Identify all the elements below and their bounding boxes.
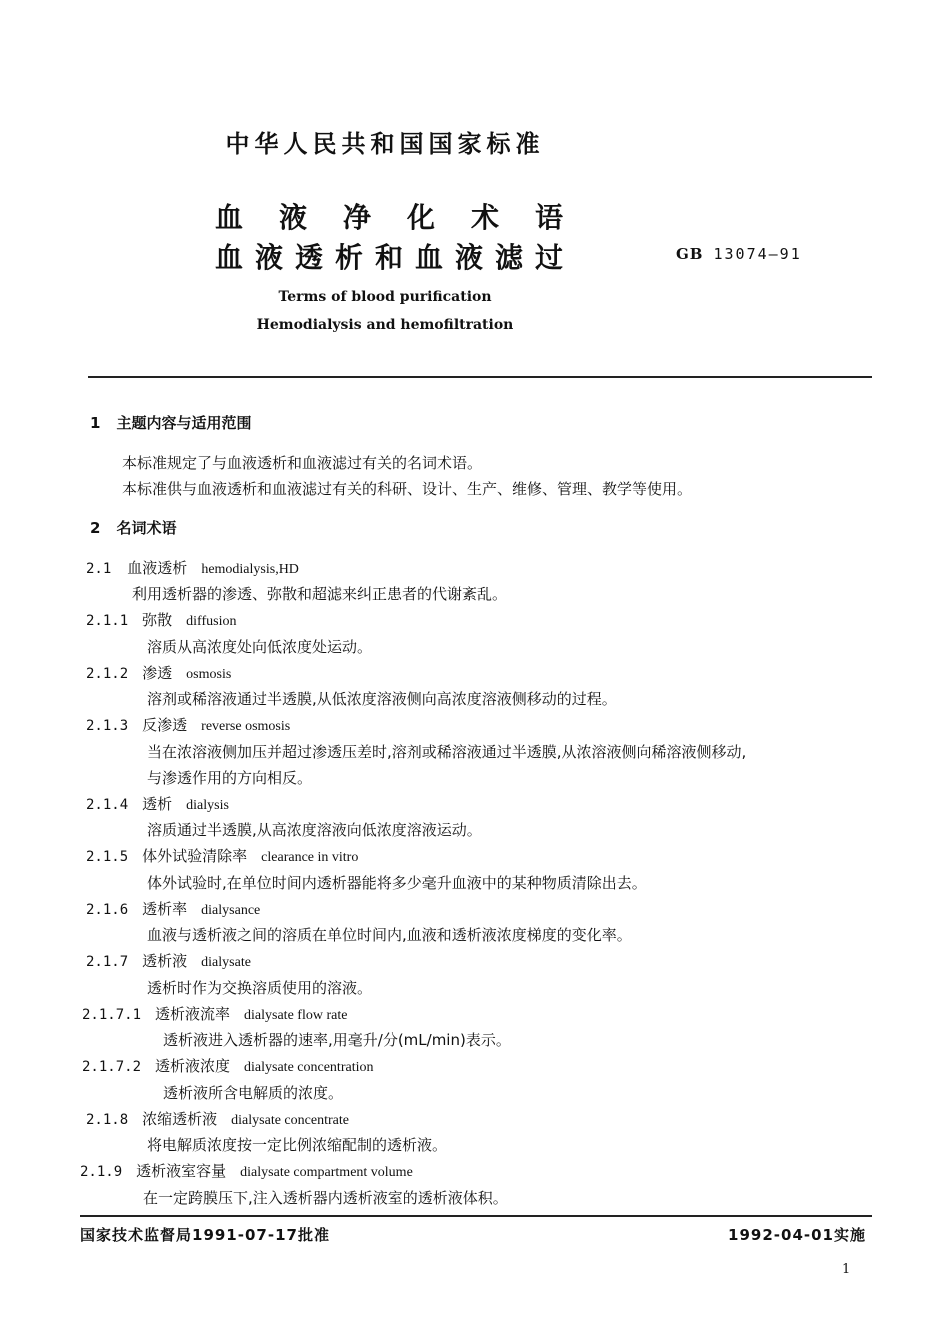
term-chinese: 透析 (142, 795, 173, 813)
term-chinese: 血液透析 (127, 559, 188, 577)
section-1-title: 主题内容与适用范围 (116, 414, 252, 432)
code-prefix: GB (676, 245, 704, 263)
term-definition: 溶质通过半透膜,从高浓度溶液向低浓度溶液运动。 (147, 821, 482, 839)
section-2-title: 名词术语 (116, 519, 177, 537)
term-english: hemodialysis,HD (201, 562, 299, 577)
page-number: 1 (842, 1262, 851, 1277)
term-heading (86, 714, 290, 735)
term-definition: 溶剂或稀溶液通过半透膜,从低浓度溶液侧向高浓度溶液侧移动的过程。 (147, 690, 617, 708)
term-heading (86, 1108, 349, 1129)
term-english: osmosis (186, 667, 232, 682)
section-1-paragraph: 本标准规定了与血液透析和血液滤过有关的名词术语。 (122, 454, 483, 472)
term-chinese: 透析液室容量 (136, 1162, 227, 1180)
section-1-heading (90, 412, 251, 433)
term-number: 2.1.3 (86, 718, 129, 734)
term-heading (82, 1003, 347, 1024)
term-heading (86, 609, 236, 630)
footer-rule (80, 1215, 872, 1217)
standard-code (676, 245, 802, 263)
term-definition: 血液与透析液之间的溶质在单位时间内,血液和透析液浓度梯度的变化率。 (147, 926, 632, 944)
standard-name: 中华人民共和国国家标准 (225, 130, 545, 158)
section-2-number: 2 (90, 519, 101, 537)
term-english: dialysate flow rate (244, 1008, 348, 1023)
term-english: dialysance (201, 903, 261, 918)
section-1-number: 1 (90, 414, 101, 432)
term-definition: 体外试验时,在单位时间内透析器能将多少毫升血液中的某种物质清除出去。 (147, 874, 647, 892)
term-heading (86, 662, 231, 683)
term-chinese: 渗透 (142, 664, 173, 682)
term-number: 2.1.5 (86, 849, 129, 865)
term-chinese: 透析率 (142, 900, 188, 918)
term-heading (86, 898, 260, 919)
term-definition: 溶质从高浓度处向低浓度处运动。 (147, 638, 373, 656)
term-english: reverse osmosis (201, 719, 291, 734)
header-rule (88, 376, 872, 378)
term-chinese: 反渗透 (142, 716, 188, 734)
term-chinese: 浓缩透析液 (142, 1110, 218, 1128)
term-definition: 透析液进入透析器的速率,用毫升/分(mL/min)表示。 (163, 1031, 511, 1049)
term-number: 2.1.9 (80, 1164, 123, 1180)
term-number: 2.1.6 (86, 902, 129, 918)
term-definition: 透析时作为交换溶质使用的溶液。 (147, 979, 373, 997)
term-number: 2.1 (86, 561, 112, 577)
code-number: 13074—91 (713, 245, 802, 263)
implementation-info: 1992-04-01实施 (728, 1226, 866, 1244)
term-number: 2.1.2 (86, 666, 129, 682)
term-number: 2.1.8 (86, 1112, 129, 1128)
term-english: dialysate concentrate (231, 1113, 349, 1128)
term-definition: 当在浓溶液侧加压并超过渗透压差时,溶剂或稀溶液通过半透膜,从浓溶液侧向稀溶液侧移动, (147, 743, 747, 761)
term-chinese: 弥散 (142, 611, 173, 629)
section-1-paragraph: 本标准供与血液透析和血液滤过有关的科研、设计、生产、维修、管理、教学等使用。 (122, 480, 693, 498)
term-english: clearance in vitro (261, 850, 359, 865)
term-heading (86, 557, 299, 578)
term-definition: 利用透析器的渗透、弥散和超滤来纠正患者的代谢紊乱。 (132, 585, 508, 603)
english-title-1: Terms of blood purification (278, 289, 492, 305)
term-english: dialysate compartment volume (240, 1165, 413, 1180)
title-line-2: 血液透析和血液滤过 (215, 241, 576, 274)
term-chinese: 体外试验清除率 (142, 847, 248, 865)
term-number: 2.1.7.2 (82, 1059, 142, 1075)
term-english: dialysate (201, 955, 251, 970)
term-english: dialysis (186, 798, 229, 813)
term-chinese: 透析液流率 (155, 1005, 231, 1023)
term-heading (86, 845, 358, 866)
term-number: 2.1.7.1 (82, 1007, 142, 1023)
section-2-heading (90, 517, 176, 538)
term-heading (82, 1055, 373, 1076)
term-heading (80, 1160, 413, 1181)
term-heading (86, 950, 251, 971)
term-definition: 透析液所含电解质的浓度。 (163, 1084, 344, 1102)
term-english: dialysate concentration (244, 1060, 374, 1075)
term-definition: 与渗透作用的方向相反。 (147, 769, 313, 787)
term-number: 2.1.1 (86, 613, 129, 629)
term-english: diffusion (186, 614, 237, 629)
term-number: 2.1.7 (86, 954, 129, 970)
english-title-2: Hemodialysis and hemofiltration (256, 317, 514, 333)
term-definition: 将电解质浓度按一定比例浓缩配制的透析液。 (147, 1136, 448, 1154)
term-number: 2.1.4 (86, 797, 129, 813)
term-chinese: 透析液浓度 (155, 1057, 231, 1075)
term-definition: 在一定跨膜压下,注入透析器内透析液室的透析液体积。 (143, 1189, 508, 1207)
term-chinese: 透析液 (142, 952, 188, 970)
title-line-1: 血液净化术语 (215, 201, 600, 234)
approval-info: 国家技术监督局1991-07-17批准 (80, 1226, 330, 1244)
term-heading (86, 793, 229, 814)
